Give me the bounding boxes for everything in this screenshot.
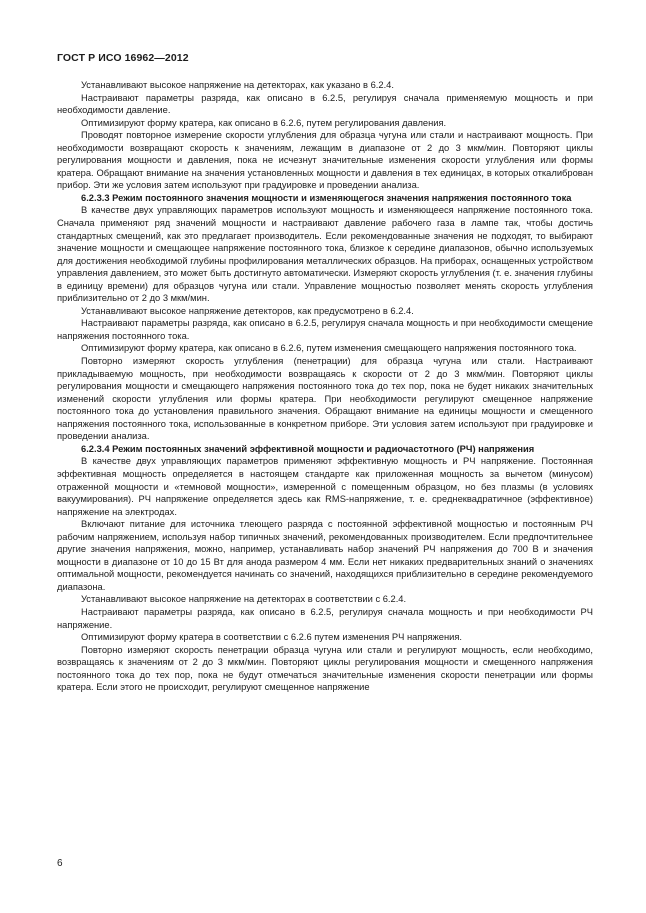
section-heading: 6.2.3.4 Режим постоянных значений эффективной мощности и радиочастотного (РЧ) напряжения: [81, 443, 535, 454]
document-header: ГОСТ Р ИСО 16962—2012: [57, 52, 189, 64]
body-paragraph: Настраивают параметры разряда, как описано в 6.2.5, регулируя сначала применяемую мощность и при необходимости давление.: [57, 92, 593, 116]
body-paragraph: Проводят повторное измерение скорости углубления для образца чугуна или стали и настраивают мощность. При необходимости возвращают скорость к значениям, лежащим в диапазоне от 2 до 3 мкм/мин. Повторяют циклы регулирования мощности и давления, пока не исчезнут значительные изменения скорости углубления или формы кратера. Обращают внимание на значения установленных мощности и давления в тех единицах, в которых откалиброван прибор. Эти же условия затем используют при градуировке и проведении анализа.: [57, 130, 593, 191]
body-paragraph: Оптимизируют форму кратера, как описано в 6.2.6, путем регулирования давления.: [81, 117, 447, 128]
body-paragraph: Устанавливают высокое напряжение детекторов, как предусмотрено в 6.2.4.: [81, 305, 414, 316]
body-paragraph: Повторно измеряют скорость пенетрации образца чугуна или стали и регулируют мощность, если необходимо, возвращаясь к значениям от 2 до 3 мкм/мин. Повторяют циклы регулирования мощности и смещенного напряжения постоянного тока до тех пор, пока не будут отмечаться значительные изменения скорости пенетрации или формы кратера. Если этого не происходит, регулируют смещенное напряжение: [57, 644, 593, 693]
body-paragraph: В качестве двух управляющих параметров применяют эффективную мощность и РЧ напряжение. Постоянная эффективная мощность определяется в настоящем стандарте как приложенная мощность за вычетом (минусом) отраженной мощности и «темновой мощности», измеренной с помещенным образцом, но без плазмы (в условиях вакуумирования). РЧ напряжение определяется здесь как RMS-напряжение, т. е. среднеквадратичное (эффективное) напряжение на электродах.: [57, 456, 593, 517]
body-paragraph: Включают питание для источника тлеющего разряда с постоянной эффективной мощностью и постоянным РЧ рабочим напряжением, используя набор типичных значений, рекомендованных производителем. Если предпочтительнее другие значения напряжения, можно, например, устанавливать набор значений РЧ напряжения до 700 В и значения мощности в диапазоне от 10 до 15 Вт для анода размером 4 мм. Если нет никаких предварительных знаний о значениях оптимальной мощности, рекомендуется начинать со значений, находящихся приблизительно в середине рекомендуемого диапазона.: [57, 519, 593, 592]
body-paragraph: В качестве двух управляющих параметров используют мощность и изменяющееся напряжение постоянного тока. Сначала применяют ряд значений мощности и настраивают давление рабочего газа в лампе так, чтобы достичь стандартных смещений, как это предлагает производитель. Если рекомендованные значения не подходят, то выбирают значение мощности и смещающее напряжение постоянного тока, близкое к середине диапазонов, обычно используемых для достижения необходимой глубины профилирования металлических образцов. На приборах, оснащенных устройством управления давлением, это может быть достигнуто автоматически. Измеряют скорость углубления (т. е. значения глубины в единицу времени) для образцов чугуна или стали. Управление мощностью позволяет менять скорость углубления приблизительно от 2 до 3 мкм/мин.: [57, 205, 593, 304]
body-paragraph: Оптимизируют форму кратера, как описано в 6.2.6, путем изменения смещающего напряжения постоянного тока.: [81, 343, 577, 354]
body-paragraph: Повторно измеряют скорость углубления (пенетрации) для образца чугуна или стали. Настраивают прикладываемую мощность, при необходимости возвращаясь к скорости от 2 до 3 мкм/мин. Повторяют циклы регулирования мощности и смещающего напряжения постоянного тока до тех пор, пока не будет никаких значительных изменений скорости углубления или формы кратера. При необходимости регулируют смещенное напряжение постоянного тока до установления правильного значения. Обращают внимание на единицы мощности и смещенного напряжения постоянного тока, использованные в конкретном приборе. Эти условия затем используют при градуировке и проведении анализа.: [57, 356, 593, 442]
body-paragraph: Устанавливают высокое напряжение на детекторах в соответствии с 6.2.4.: [81, 594, 407, 605]
page-number: 6: [57, 858, 63, 869]
section-heading: 6.2.3.3 Режим постоянного значения мощности и изменяющегося значения напряжения постоянного тока: [81, 192, 572, 203]
body-paragraph: Оптимизируют форму кратера в соответствии с 6.2.6 путем изменения РЧ напряжения.: [81, 632, 462, 643]
body-paragraph: Настраивают параметры разряда, как описано в 6.2.5, регулируя сначала мощность и при необходимости смещение напряжения постоянного тока.: [57, 318, 593, 341]
body-paragraph: Настраивают параметры разряда, как описано в 6.2.5, регулируя сначала мощность и при необходимости РЧ напряжение.: [57, 606, 593, 630]
document-body: [57, 79, 593, 694]
body-paragraph: Устанавливают высокое напряжение на детекторах, как указано в 6.2.4.: [81, 80, 394, 90]
